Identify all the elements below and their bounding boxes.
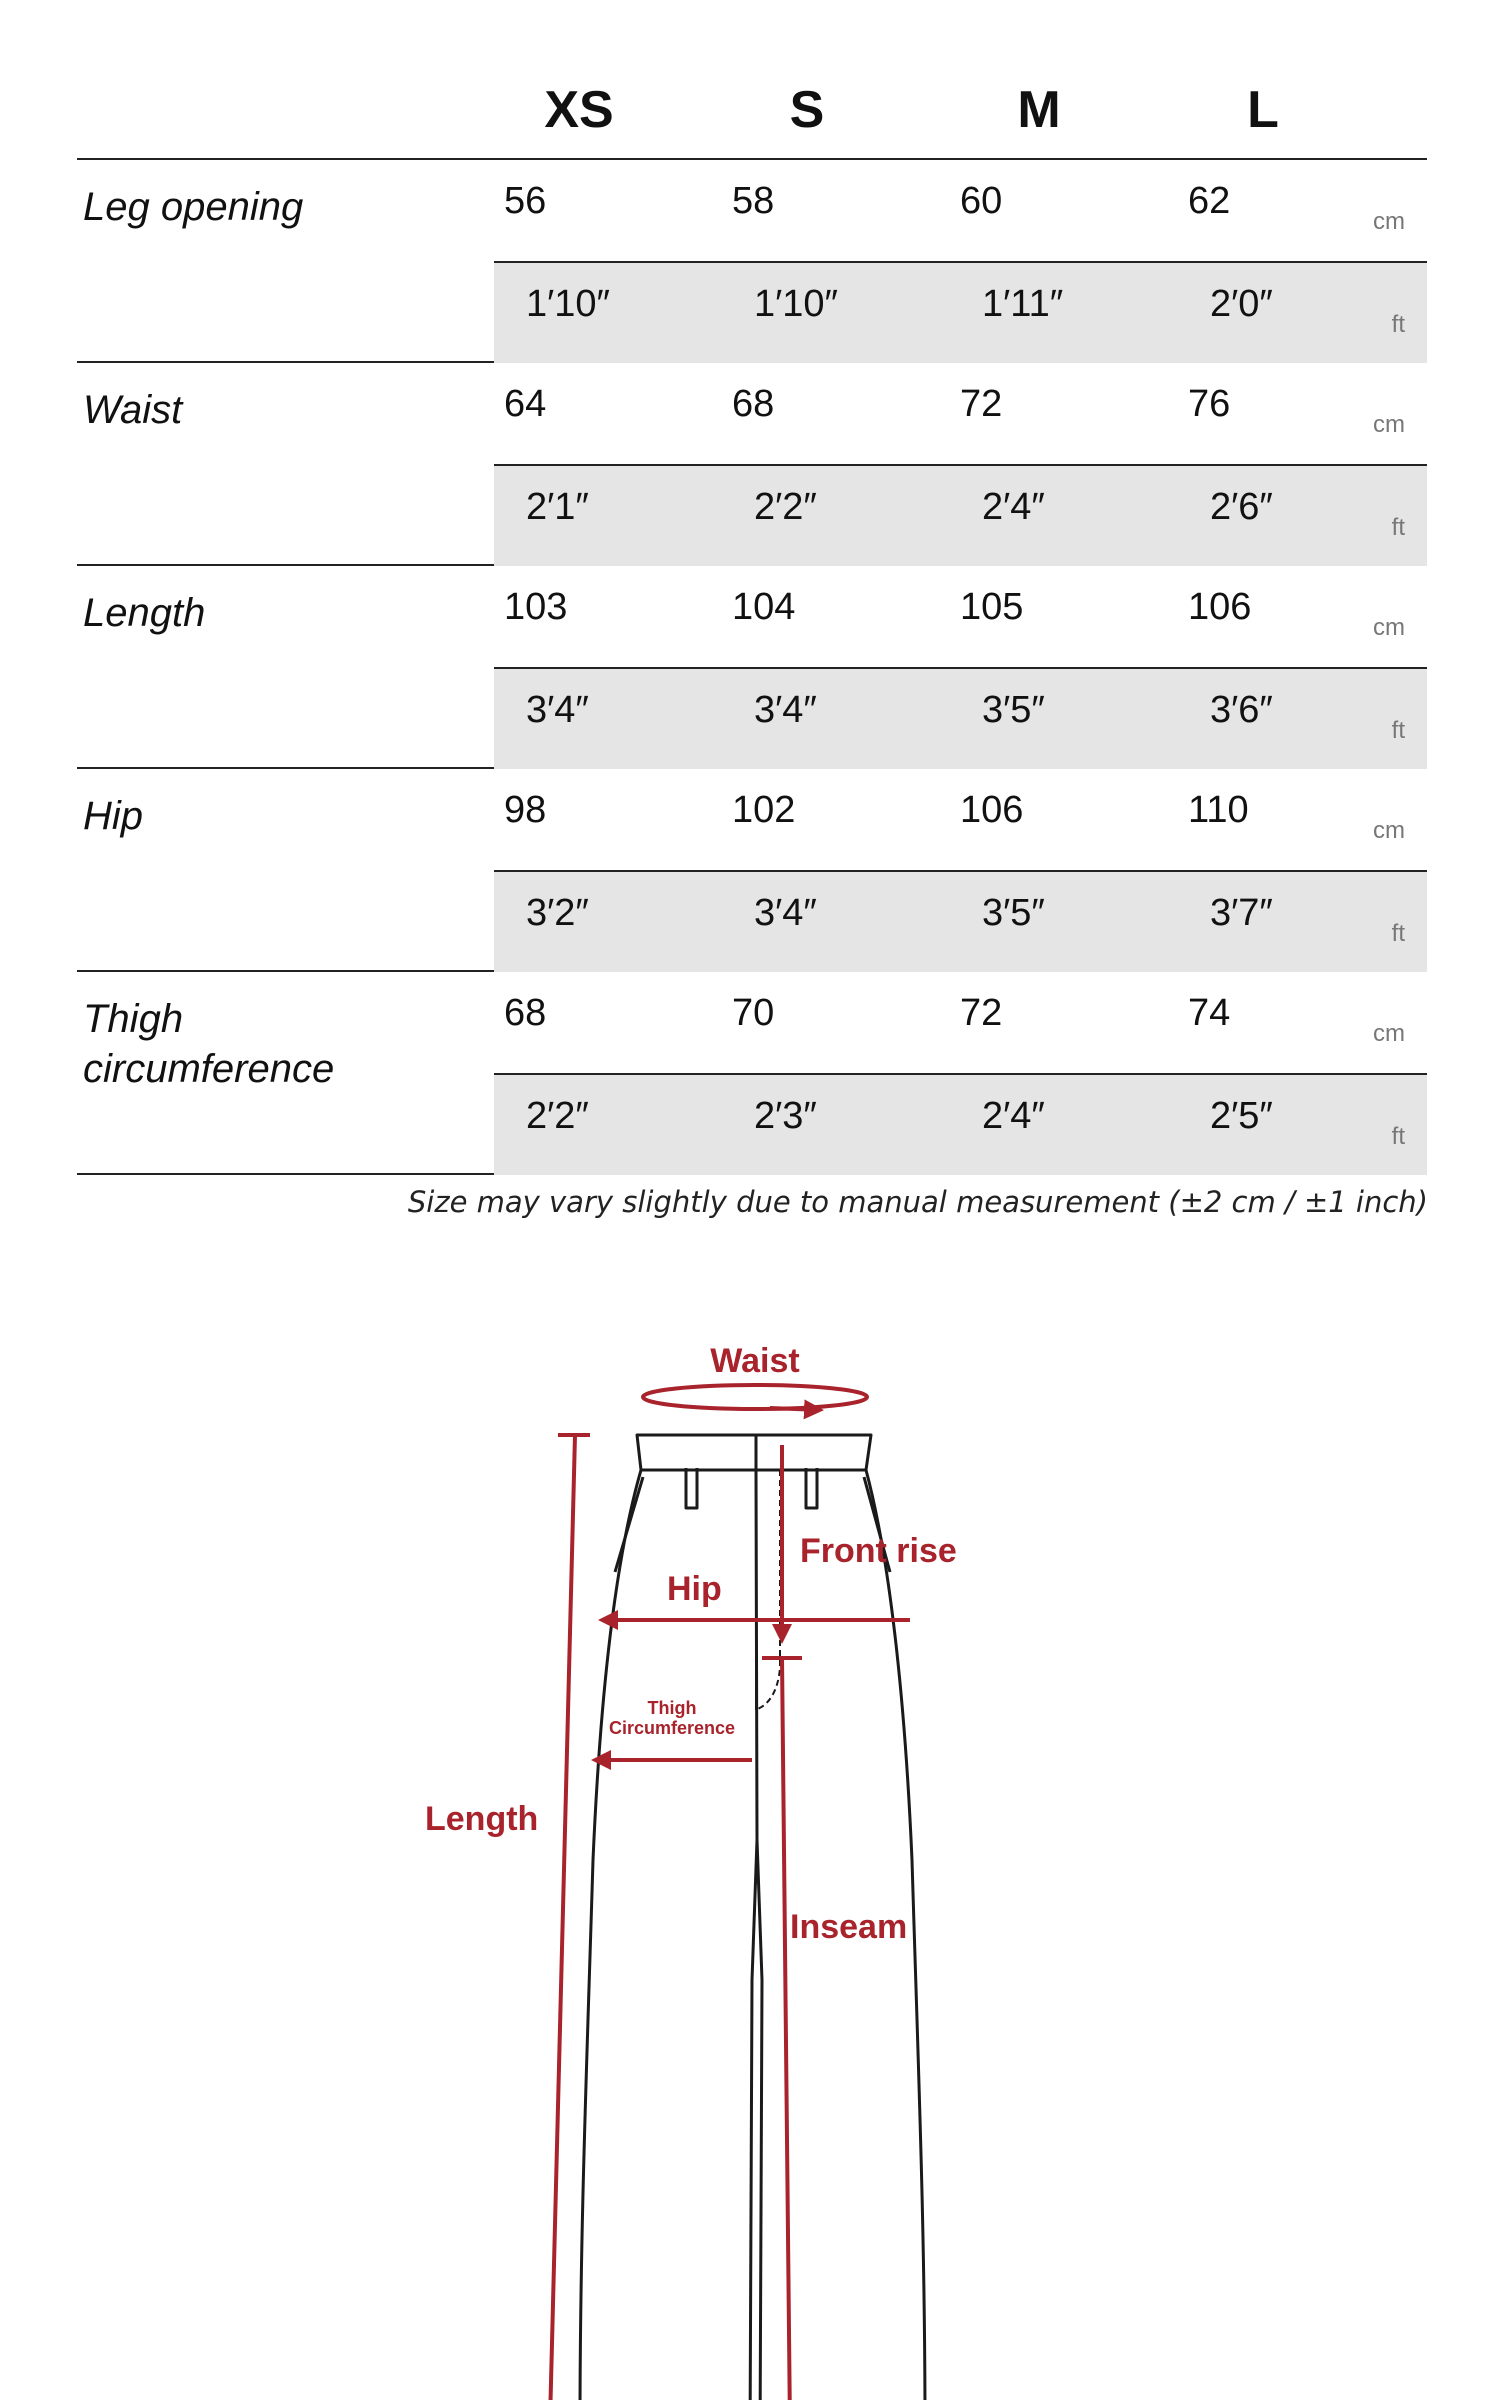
size-heading-xs: XS: [544, 81, 614, 139]
ft-value: 3′5″: [982, 689, 1045, 731]
measurement-label-line: Thigh: [83, 997, 184, 1041]
cm-value: 64: [504, 383, 547, 425]
ft-value: 1′11″: [982, 283, 1064, 325]
unit-ft: ft: [1391, 717, 1405, 744]
ft-value: 2′5″: [1210, 1095, 1273, 1137]
unit-cm: cm: [1373, 1020, 1405, 1047]
size-heading-l: L: [1247, 81, 1279, 139]
belt-loop-right: [806, 1468, 817, 1508]
inseam-arrow: [782, 1658, 790, 2400]
cm-value: 72: [960, 992, 1003, 1034]
ft-row: [494, 1073, 1427, 1175]
ft-value: 2′0″: [1210, 283, 1273, 325]
unit-cm: cm: [1373, 817, 1405, 844]
ft-value: 2′4″: [982, 486, 1045, 528]
cm-value: 106: [960, 789, 1024, 831]
unit-cm: cm: [1373, 208, 1405, 235]
ft-value: 3′4″: [754, 689, 817, 731]
cm-row: [494, 566, 1427, 666]
cm-value: 105: [960, 586, 1024, 628]
row-group-length: [77, 566, 1427, 769]
unit-ft: ft: [1391, 311, 1405, 338]
ft-value: 3′6″: [1210, 689, 1273, 731]
cm-value: 56: [504, 180, 547, 222]
unit-ft: ft: [1391, 514, 1405, 541]
length-label: Length: [425, 1800, 539, 1838]
cm-value: 68: [732, 383, 775, 425]
cm-value: 98: [504, 789, 547, 831]
ft-value: 2′2″: [754, 486, 817, 528]
cm-row: [494, 160, 1427, 260]
cm-value: 103: [504, 586, 568, 628]
inseam-label: Inseam: [790, 1908, 908, 1946]
cm-value: 104: [732, 586, 796, 628]
ft-row: [494, 667, 1427, 769]
ft-value: 1′10″: [754, 283, 838, 325]
row-group-waist: [77, 363, 1427, 566]
measurement-disclaimer: Size may vary slightly due to manual measurement (±2 cm / ±1 inch): [407, 1185, 1428, 1219]
cm-value: 68: [504, 992, 547, 1034]
measurement-label: [83, 994, 334, 1094]
thigh-label-line-1: Thigh: [647, 1698, 697, 1718]
ft-value: 3′4″: [754, 892, 817, 934]
ft-value: 2′2″: [526, 1095, 589, 1137]
cm-value: 60: [960, 180, 1003, 222]
size-chart-table: [77, 60, 1427, 1175]
ft-value: 2′4″: [982, 1095, 1045, 1137]
ft-value: 3′4″: [526, 689, 589, 731]
unit-ft: ft: [1391, 1123, 1405, 1150]
measurement-label: Leg opening: [83, 185, 304, 229]
row-group-thigh-circumference: [77, 972, 1427, 1175]
ft-value: 3′2″: [526, 892, 589, 934]
unit-cm: cm: [1373, 411, 1405, 438]
unit-cm: cm: [1373, 614, 1405, 641]
measurement-label: Length: [83, 591, 206, 635]
cm-value: 72: [960, 383, 1003, 425]
ft-value: 3′5″: [982, 892, 1045, 934]
size-heading-m: M: [1017, 81, 1061, 139]
unit-ft: ft: [1391, 920, 1405, 947]
front-rise-label: Front rise: [800, 1532, 957, 1570]
ft-value: 2′1″: [526, 486, 589, 528]
waistband: [637, 1435, 871, 1470]
ft-value: 1′10″: [526, 283, 610, 325]
size-heading-s: S: [789, 81, 825, 139]
cm-value: 62: [1188, 180, 1231, 222]
belt-loop-left: [686, 1468, 697, 1508]
cm-row: [494, 972, 1427, 1072]
cm-value: 74: [1188, 992, 1231, 1034]
cm-value: 76: [1188, 383, 1231, 425]
hip-label: Hip: [667, 1570, 722, 1608]
ft-value: 2′6″: [1210, 486, 1273, 528]
row-group-leg-opening: [77, 160, 1427, 363]
length-arrow: [550, 1435, 575, 2400]
ft-value: 3′7″: [1210, 892, 1273, 934]
size-header-row: [77, 60, 1427, 160]
waist-loop: [643, 1385, 867, 1409]
measurement-label: Hip: [83, 794, 144, 838]
pants-measurement-diagram: [0, 1300, 1500, 2400]
ft-row: [494, 870, 1427, 972]
cm-value: 102: [732, 789, 796, 831]
ft-value: 2′3″: [754, 1095, 817, 1137]
cm-value: 58: [732, 180, 775, 222]
measurement-label: Waist: [83, 388, 183, 432]
cm-value: 70: [732, 992, 775, 1034]
left-pocket: [615, 1477, 643, 1572]
cm-value: 110: [1188, 789, 1249, 831]
waist-arrow: [770, 1408, 820, 1410]
row-group-hip: [77, 769, 1427, 972]
cm-row: [494, 363, 1427, 463]
ft-row: [494, 464, 1427, 566]
cm-value: 106: [1188, 586, 1252, 628]
fly-stitch: [755, 1470, 780, 1710]
thigh-label-line-2: Circumference: [608, 1718, 736, 1738]
measurement-label-line: circumference: [83, 1047, 335, 1091]
ft-row: [494, 261, 1427, 363]
waist-label: Waist: [710, 1342, 800, 1380]
left-leg: [580, 1470, 757, 2400]
cm-row: [494, 769, 1427, 869]
